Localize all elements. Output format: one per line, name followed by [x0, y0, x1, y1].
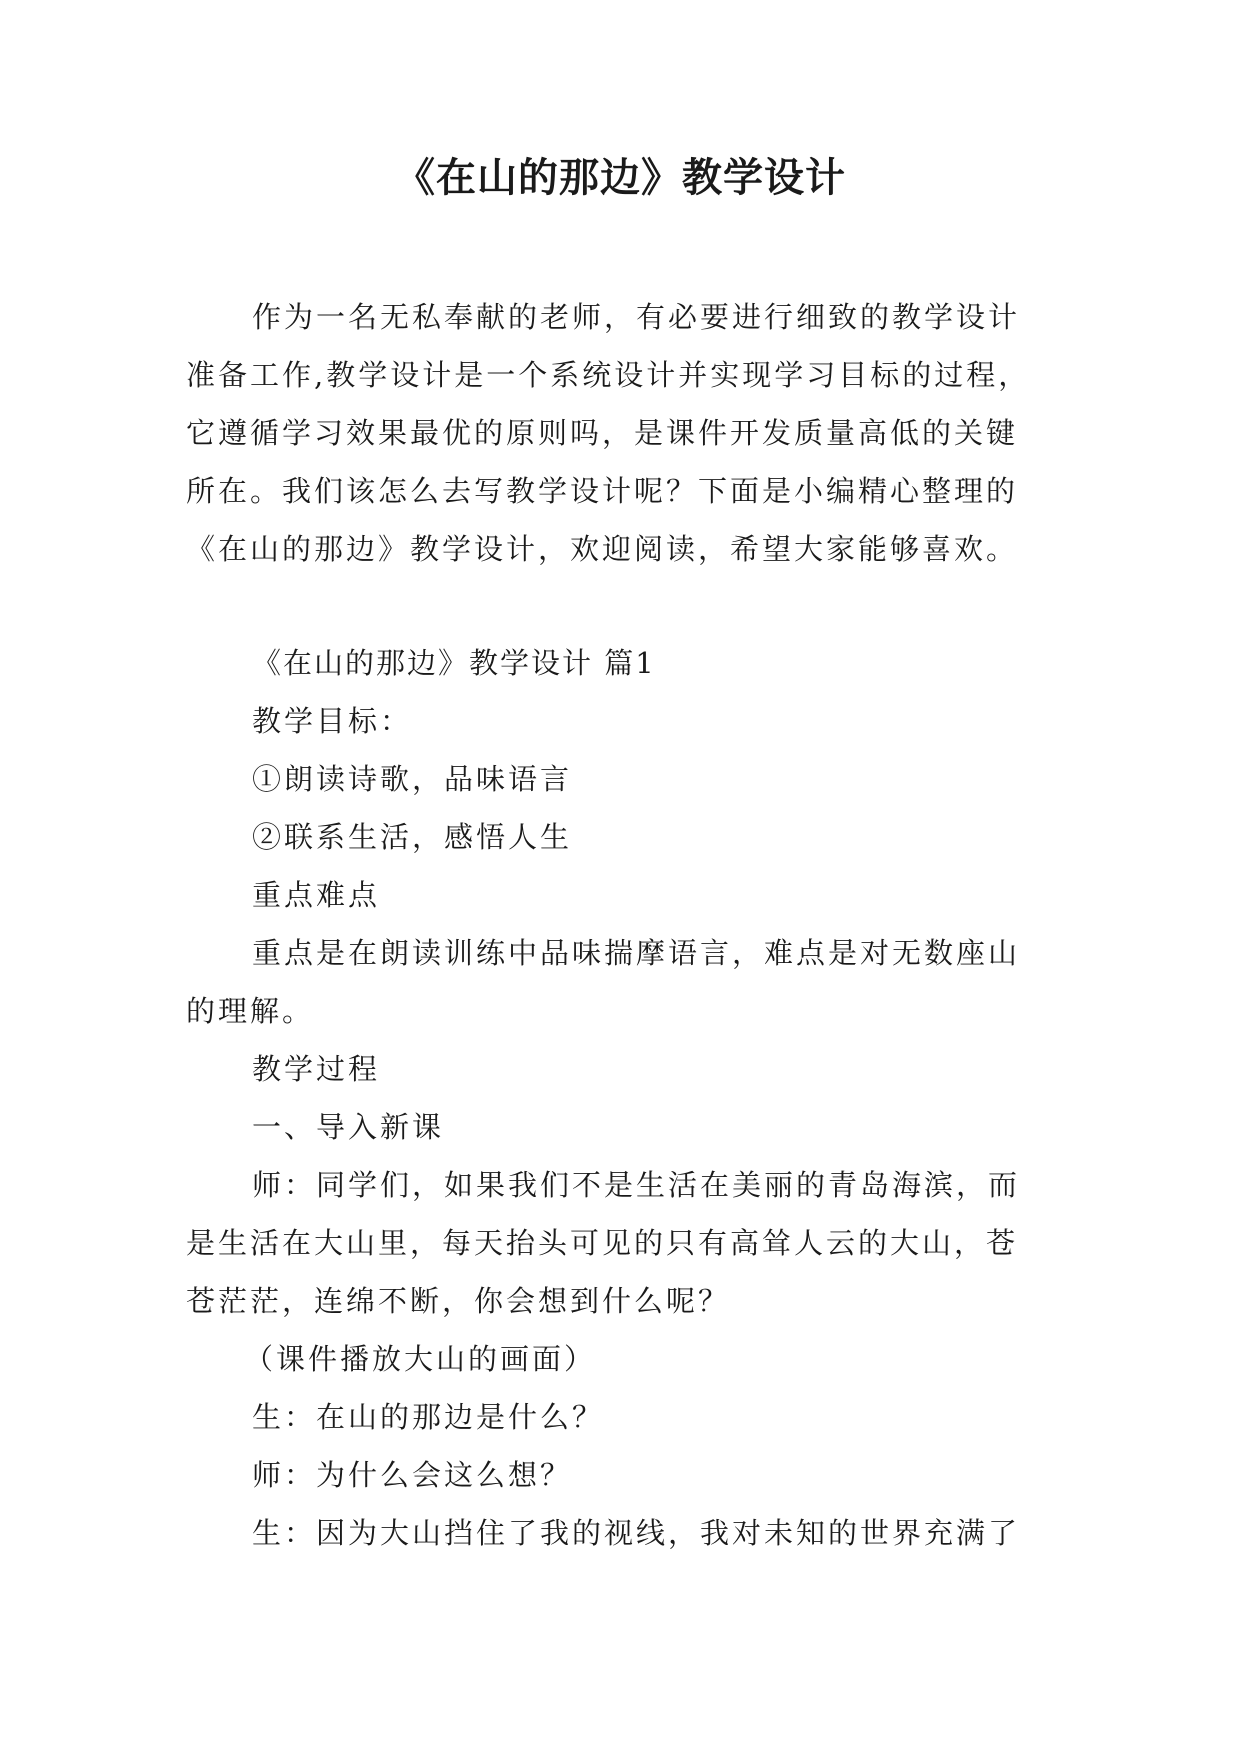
student-line: 生：因为大山挡住了我的视线，我对未知的世界充满了 [252, 1516, 1021, 1550]
key-points-paragraph: 重点是在朗读训练中品味揣摩语言，难点是对无数座山的理解。 [186, 936, 1021, 1028]
step-heading-1: 一、导入新课 [252, 1110, 445, 1144]
process-heading: 教学过程 [252, 1052, 381, 1086]
courseware-note: （课件播放大山的画面） [244, 1342, 597, 1376]
objectives-heading: 教学目标： [252, 704, 413, 738]
key-points-heading: 重点难点 [252, 878, 381, 912]
student-line: 生：在山的那边是什么？ [252, 1400, 605, 1434]
intro-paragraph: 作为一名无私奉献的老师，有必要进行细致的教学设计准备工作,教学设计是一个系统设计并实现学习目标的过程，它遵循学习效果最优的原则吗，是课件开发质量高低的关键所在。我们该怎么去写教学设计呢？下面是小编精心整理的《在山的那边》教学设计，欢迎阅读，希望大家能够喜欢。 [186, 300, 1031, 566]
teacher-line: 师：为什么会这么想？ [252, 1458, 573, 1492]
objective-item-2: ②联系生活，感悟人生 [252, 820, 573, 854]
document-title: 《在山的那边》教学设计 [395, 155, 846, 201]
section-heading: 《在山的那边》教学设计 篇1 [252, 646, 656, 680]
objective-item-1: ①朗读诗歌，品味语言 [252, 762, 573, 796]
intro-section [186, 288, 1046, 578]
teacher-line: 师：同学们，如果我们不是生活在美丽的青岛海滨，而是生活在大山里，每天抬头可见的只有高耸人云的大山，苍苍茫茫，连绵不断，你会想到什么呢？ [186, 1168, 1021, 1318]
body-section [186, 634, 1046, 1562]
